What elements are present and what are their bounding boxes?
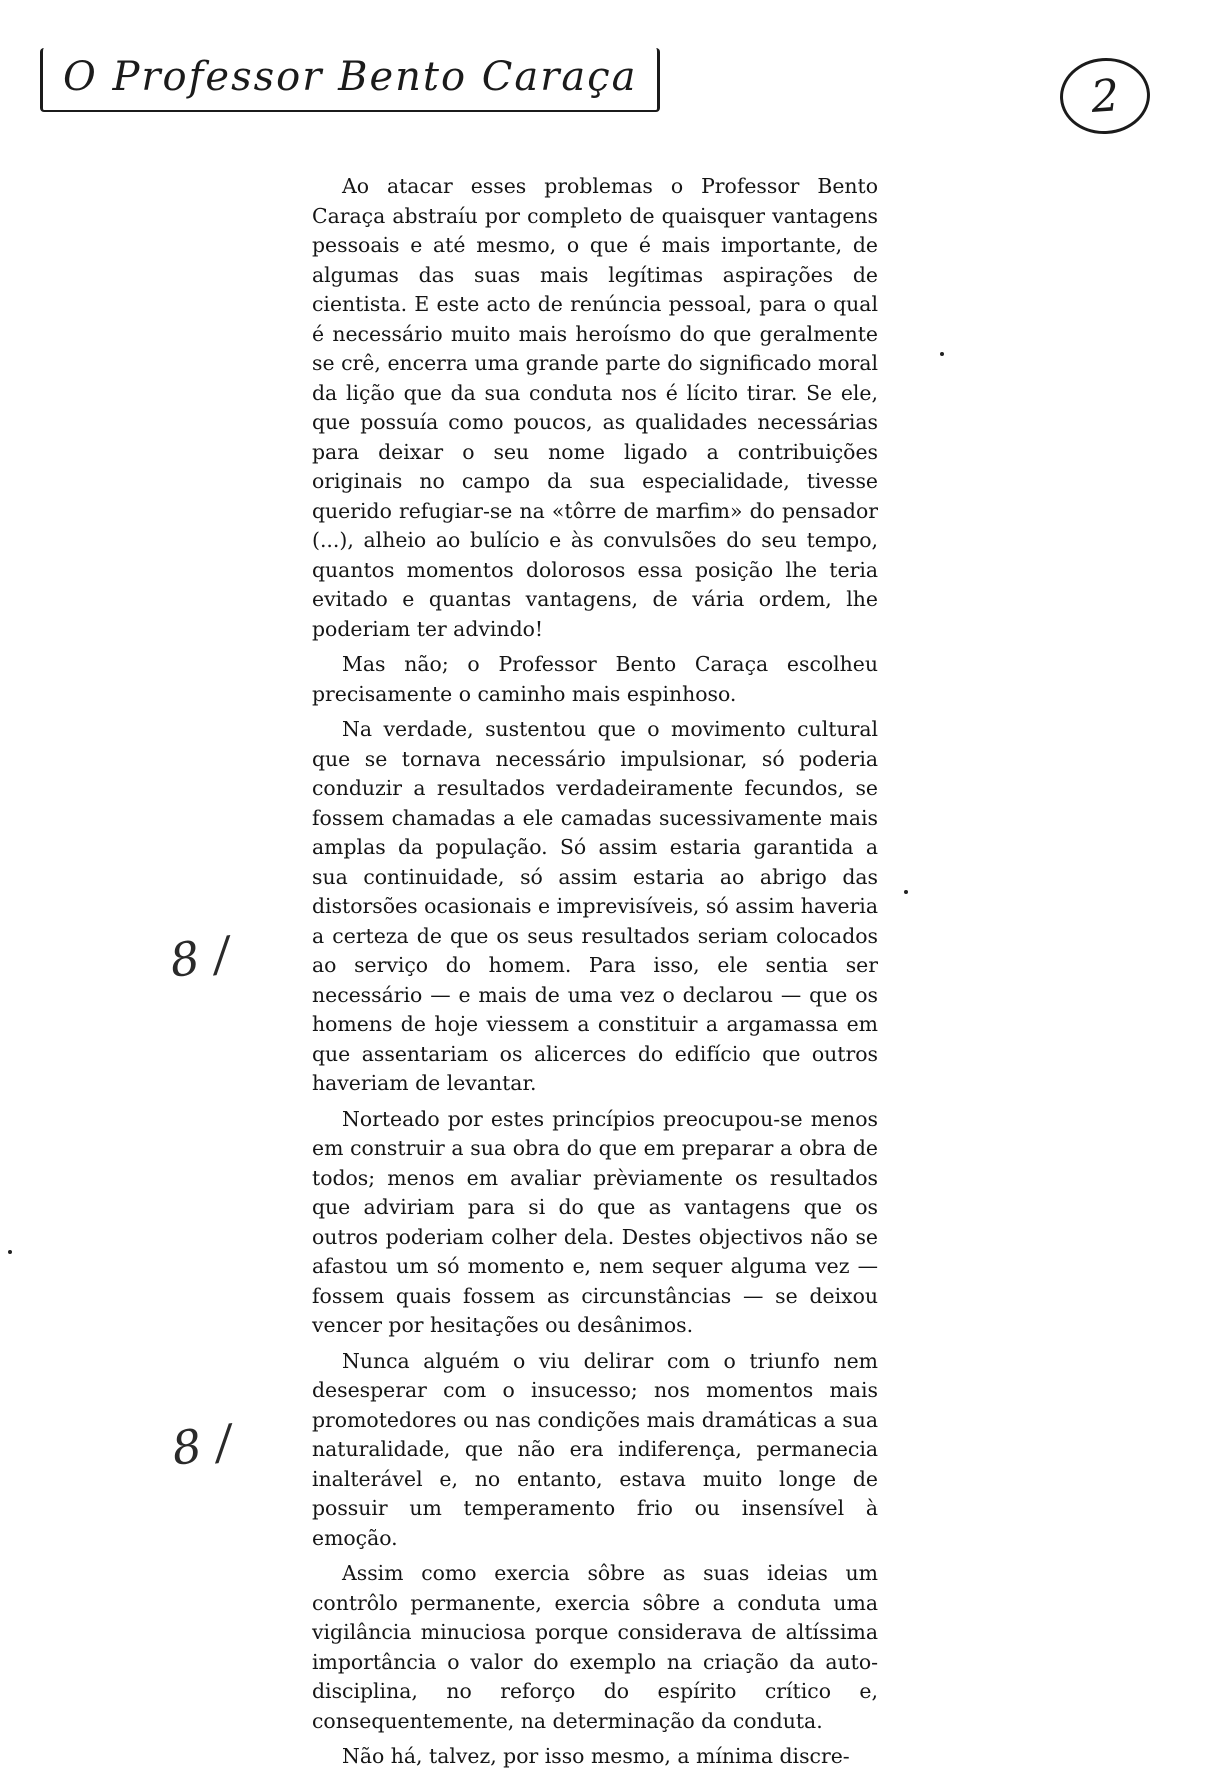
paragraph: Assim como exercia sôbre as suas ideias um contrôlo permanente, exercia sôbre a conduta uma vigilância minuciosa porque considerava de altíssima importância o valor do exemplo na criação da auto-disciplina, no reforço do espírito crítico e, consequentemente, na determinação da conduta.: [312, 1561, 878, 1733]
paragraph: Na verdade, sustentou que o movimento cultural que se tornava necessário impulsionar, só poderia conduzir a resultados verdadeiramente fecundos, se fossem chamadas a ele camadas sucessivamente mais amplas da população. Só assim estaria garantida a sua continuidade, só assim estaria ao abrigo das distorsões ocasionais e imprevisíveis, só assim haveria a certeza de que os seus resultados seriam colocados ao serviço do homem. Para isso, ele sentia ser necessário — e mais de uma vez o declarou — que os homens de hoje viessem a constituir a argamassa em que assentariam os alicerces do edifício que outros haveriam de levantar.: [312, 717, 878, 1095]
paragraph: Norteado por estes princípios preocupou-se menos em construir a sua obra do que em preparar a obra de todos; menos em avaliar prèviamente os resultados que adviriam para si do que as vantagens que os outros poderiam colher dela. Destes objectivos não se afastou um só momento e, nem sequer alguma vez — fossem quais fossem as circunstâncias — se deixou vencer por hesitações ou desânimos.: [312, 1106, 878, 1337]
article-body: [312, 172, 878, 1778]
page-number: 2: [1057, 55, 1152, 137]
handwritten-title: O Professor Bento Caraça: [40, 48, 660, 112]
paragraph: Mas não; o Professor Bento Caraça escolheu precisamente o caminho mais espinhoso.: [312, 652, 878, 706]
speck: [940, 352, 944, 356]
paragraph: Nunca alguém o viu delirar com o triunfo nem desesperar com o insucesso; nos momentos mais promotedores ou nas condições mais dramáticas a sua naturalidade, que não era indiferença, permanecia inalterável e, no entanto, estava muito longe de possuir um temperamento frio ou insensível à emoção.: [312, 1348, 878, 1550]
speck: [8, 1250, 12, 1254]
paragraph: Não há, talvez, por isso mesmo, a mínima discre-: [342, 1744, 850, 1768]
margin-mark: 8 /: [166, 926, 233, 988]
speck: [904, 890, 908, 894]
margin-mark: 8 /: [168, 1414, 235, 1476]
paragraph: Ao atacar esses problemas o Professor Bento Caraça abstraíu por completo de quaisquer vantagens pessoais e até mesmo, o que é mais importante, de algumas das suas mais legítimas aspirações de cientista. E este acto de renúncia pessoal, para o qual é necessário muito mais heroísmo do que geralmente se crê, encerra uma grande parte do significado moral da lição que da sua conduta nos é lícito tirar. Se ele, que possuía como poucos, as qualidades necessárias para deixar o seu nome ligado a contribuições originais no campo da sua especialidade, tivesse querido refugiar-se na «tôrre de marfim» do pensador (...), alheio ao bulício e às convulsões do seu tempo, quantos momentos dolorosos essa posição lhe teria evitado e quantas vantagens, de vária ordem, lhe poderiam ter advindo!: [312, 174, 878, 641]
